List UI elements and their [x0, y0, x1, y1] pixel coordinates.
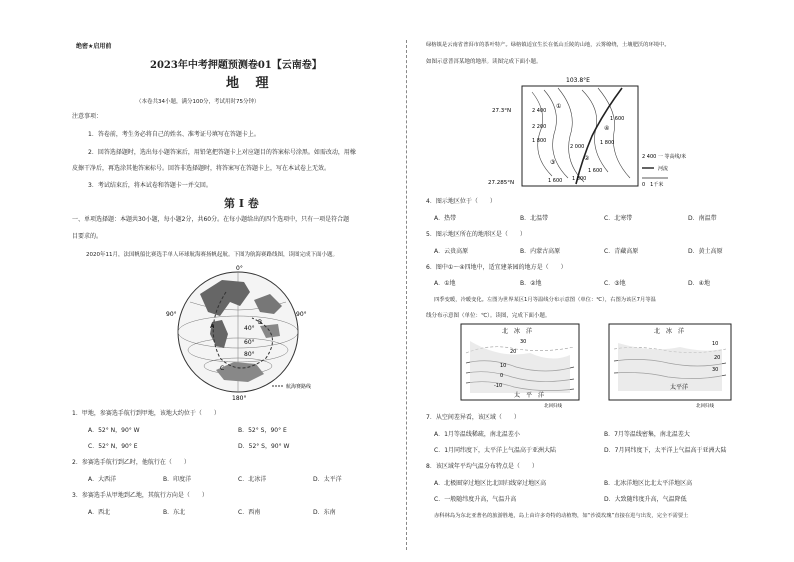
map-lon: 103.8°E — [566, 77, 590, 84]
choice-a[interactable]: A．云贵高原 — [434, 248, 469, 255]
passage-text: 如图示意普洱某地的地形。读图完成下面小题。 — [426, 59, 542, 65]
choice-b[interactable]: B．东北 — [163, 509, 186, 516]
choice-d[interactable]: D．7月同纬度下，太平洋上气温高于亚洲大陆 — [604, 447, 727, 454]
choice-d[interactable]: D．东南 — [313, 509, 336, 516]
passage-text: 赤科林岛为东北亚著名的旅游胜地，岛上由许多奇特的动植物，如“沙漠玫瑰”直接在进与出发，完全不需要土 — [434, 513, 689, 519]
column-divider — [406, 40, 407, 550]
choice-d[interactable]: D．④地 — [688, 280, 710, 287]
choice-a[interactable]: A．热带 — [434, 215, 457, 222]
choice-b[interactable]: B．内蒙古高原 — [520, 248, 561, 255]
choice-a[interactable]: A．大西洋 — [88, 476, 117, 483]
note-item: 1．答卷前，考生务必将自己的姓名、准考证号填写在答题卡上。 — [88, 131, 260, 138]
notes-heading: 注意事项： — [72, 113, 103, 120]
lon-label: 180° — [232, 395, 247, 402]
site-marker: ① — [556, 103, 562, 110]
choice-c[interactable]: C．1月同纬度下，太平洋上气温高于亚洲大陆 — [434, 447, 557, 454]
contour-label: 1 600 — [588, 168, 603, 174]
isotherm-value: 20 — [714, 355, 721, 361]
choice-a[interactable]: A．1月等温线稀疏，南北温差小 — [434, 431, 520, 438]
contour-label: 1 800 — [532, 138, 547, 144]
globe-map — [160, 262, 320, 402]
point-label: C — [220, 365, 225, 372]
contour-label: 1 600 — [610, 116, 625, 122]
choice-b[interactable]: B．②地 — [520, 280, 542, 287]
question-stem: 5．图示地区所在的地形区是（ ） — [426, 231, 526, 238]
map-scale: 0 1千米 — [642, 182, 664, 188]
ocean-label: 北 冰 洋 — [502, 328, 533, 335]
question-stem: 3．参赛选手从甲地到乙地，其航行方向是（ ） — [72, 492, 208, 499]
choice-a[interactable]: A．52° N，90° W — [88, 427, 140, 434]
choice-d[interactable]: D．大致随纬度升高，气温降低 — [604, 496, 687, 503]
choice-c[interactable]: C．52° N，90° E — [88, 443, 138, 450]
ocean-label: 北 冰 洋 — [654, 328, 685, 335]
choice-b[interactable]: B．52° S，90° E — [238, 427, 287, 434]
contour-label: 2 400 — [532, 108, 547, 114]
point-label: A — [210, 323, 215, 330]
lon-label: 90° — [166, 311, 177, 318]
isotherm-map-july — [608, 323, 732, 409]
choice-a[interactable]: A．①地 — [434, 280, 456, 287]
subject-title: 地 理 — [226, 76, 275, 91]
passage-text: 线分布示意图（单位：℃）。读图，完成下面小题。 — [426, 313, 551, 319]
choice-a[interactable]: A．西北 — [88, 509, 111, 516]
isotherm-map-january — [460, 323, 580, 409]
isotherm-value: 0 — [500, 373, 504, 379]
point-label: B — [258, 319, 263, 326]
globe-legend: 航海赛路线 — [286, 384, 312, 390]
choice-c[interactable]: C．西南 — [238, 509, 261, 516]
choice-c[interactable]: C．北寒带 — [604, 215, 633, 222]
passage-text: 绿榕镇是云南省普洱市的茶叶特产。绿榕镇适宜生长在低山丘陵的山地，云雾缭绕，土壤肥沃的环境中。 — [426, 42, 670, 48]
section-title: 第 I 卷 — [224, 197, 259, 210]
contour-label: 1 800 — [600, 140, 615, 146]
contour-map — [488, 72, 692, 194]
choice-a[interactable]: A．北极圈穿过地区比北回归线穿过地区高 — [434, 480, 547, 487]
ocean-label: 太平洋 — [670, 384, 689, 391]
question-stem: 7．从空间差异看，该区域（ ） — [426, 414, 520, 421]
question-intro: 2020年11月，法国帆船比赛选手单人环球航海赛扬帆起航。下图为航海赛路线图，读图完成下面小题。 — [86, 252, 338, 258]
isotherm-value: 30 — [712, 367, 719, 373]
lat-label: 80° — [244, 351, 255, 358]
choice-d[interactable]: D．52° S，90° W — [238, 443, 290, 450]
map-lat: 27.285°N — [488, 180, 515, 186]
lon-label: 0° — [236, 265, 243, 272]
choice-b[interactable]: B．北温带 — [520, 215, 549, 222]
site-marker: ② — [584, 155, 590, 162]
map-caption: 北回归线 — [696, 404, 714, 409]
question-stem: 4．图示地区位于（ ） — [426, 198, 496, 205]
section-instruction: 一、单项选择题：本题共30小题，每小题2分，共60分。在每小题给出的四个选项中，只有一项是符合题 — [72, 216, 350, 223]
isotherm-value: 30 — [520, 339, 527, 345]
passage-text: 四季变暖，冷暖变化。左图为世界某区1月等温线分布示意图（单位：℃），右图为该区7月等温 — [434, 297, 656, 303]
note-item: 3．考试结束后，将本试卷和答题卡一并交回。 — [88, 182, 212, 189]
ocean-label: 太 平 洋 — [514, 392, 545, 399]
map-legend: 河流 — [658, 166, 669, 172]
lat-label: 40° — [244, 325, 255, 332]
isotherm-value: 10 — [500, 363, 507, 369]
choice-c[interactable]: C．③地 — [604, 280, 626, 287]
question-stem: 6．图中①～④四地中，适宜建茶园的地方是（ ） — [426, 264, 567, 271]
lat-label: 60° — [244, 339, 255, 346]
site-marker: ④ — [604, 125, 610, 132]
contour-label: 1 600 — [548, 178, 563, 184]
secret-label: 绝密★启用前 — [76, 43, 112, 50]
choice-c[interactable]: C．青藏高原 — [604, 248, 639, 255]
exam-title: 2023年中考押题预测卷01【云南卷】 — [150, 60, 322, 71]
contour-label: 1 800 — [572, 176, 587, 182]
map-legend: 2 400 一 等高线/米 — [642, 154, 687, 160]
note-item: 2．回答选择题时，选出每小题答案后，用铅笔把答题卡上对应题目的答案标号涂黑。如需改动，用橡 — [88, 149, 356, 156]
question-stem: 2．参赛选手航行到乙时，他航行在（ ） — [72, 459, 190, 466]
right-column — [412, 0, 794, 562]
choice-c[interactable]: C．北冰洋 — [238, 476, 267, 483]
exam-meta: （本卷共34小题，满分100分，考试用时75分钟） — [136, 99, 260, 105]
isotherm-value: 10 — [712, 341, 719, 347]
choice-d[interactable]: D．太平洋 — [313, 476, 342, 483]
map-lat: 27.3°N — [492, 108, 512, 114]
choice-b[interactable]: B．印度洋 — [163, 476, 192, 483]
contour-label: 2 200 — [532, 124, 547, 130]
choice-d[interactable]: D．黄土高原 — [688, 248, 723, 255]
choice-b[interactable]: B．7月等温线密集，南北温差大 — [604, 431, 690, 438]
isotherm-value: 20 — [510, 349, 517, 355]
note-item: 皮擦干净后，再选涂其他答案标号。回答非选择题时，将答案写在答题卡上，写在本试卷上无效。 — [72, 165, 331, 172]
contour-label: 2 000 — [570, 144, 585, 150]
choice-b[interactable]: B．北冰洋地区比北太平洋地区高 — [604, 480, 693, 487]
question-stem: 1．甲地，参赛选手航行到甲地，该地大约位于（ ） — [72, 410, 220, 417]
map-caption: 北回归线 — [544, 404, 562, 409]
choice-d[interactable]: D．南温带 — [688, 215, 717, 222]
choice-c[interactable]: C．一般随纬度升高，气温升高 — [434, 496, 517, 503]
isotherm-value: -10 — [494, 383, 503, 389]
site-marker: ③ — [550, 159, 556, 166]
lon-label: 90° — [296, 311, 307, 318]
question-stem: 8．该区域年平均气温分布特点是（ ） — [426, 463, 538, 470]
section-instruction: 目要求的。 — [72, 233, 103, 240]
